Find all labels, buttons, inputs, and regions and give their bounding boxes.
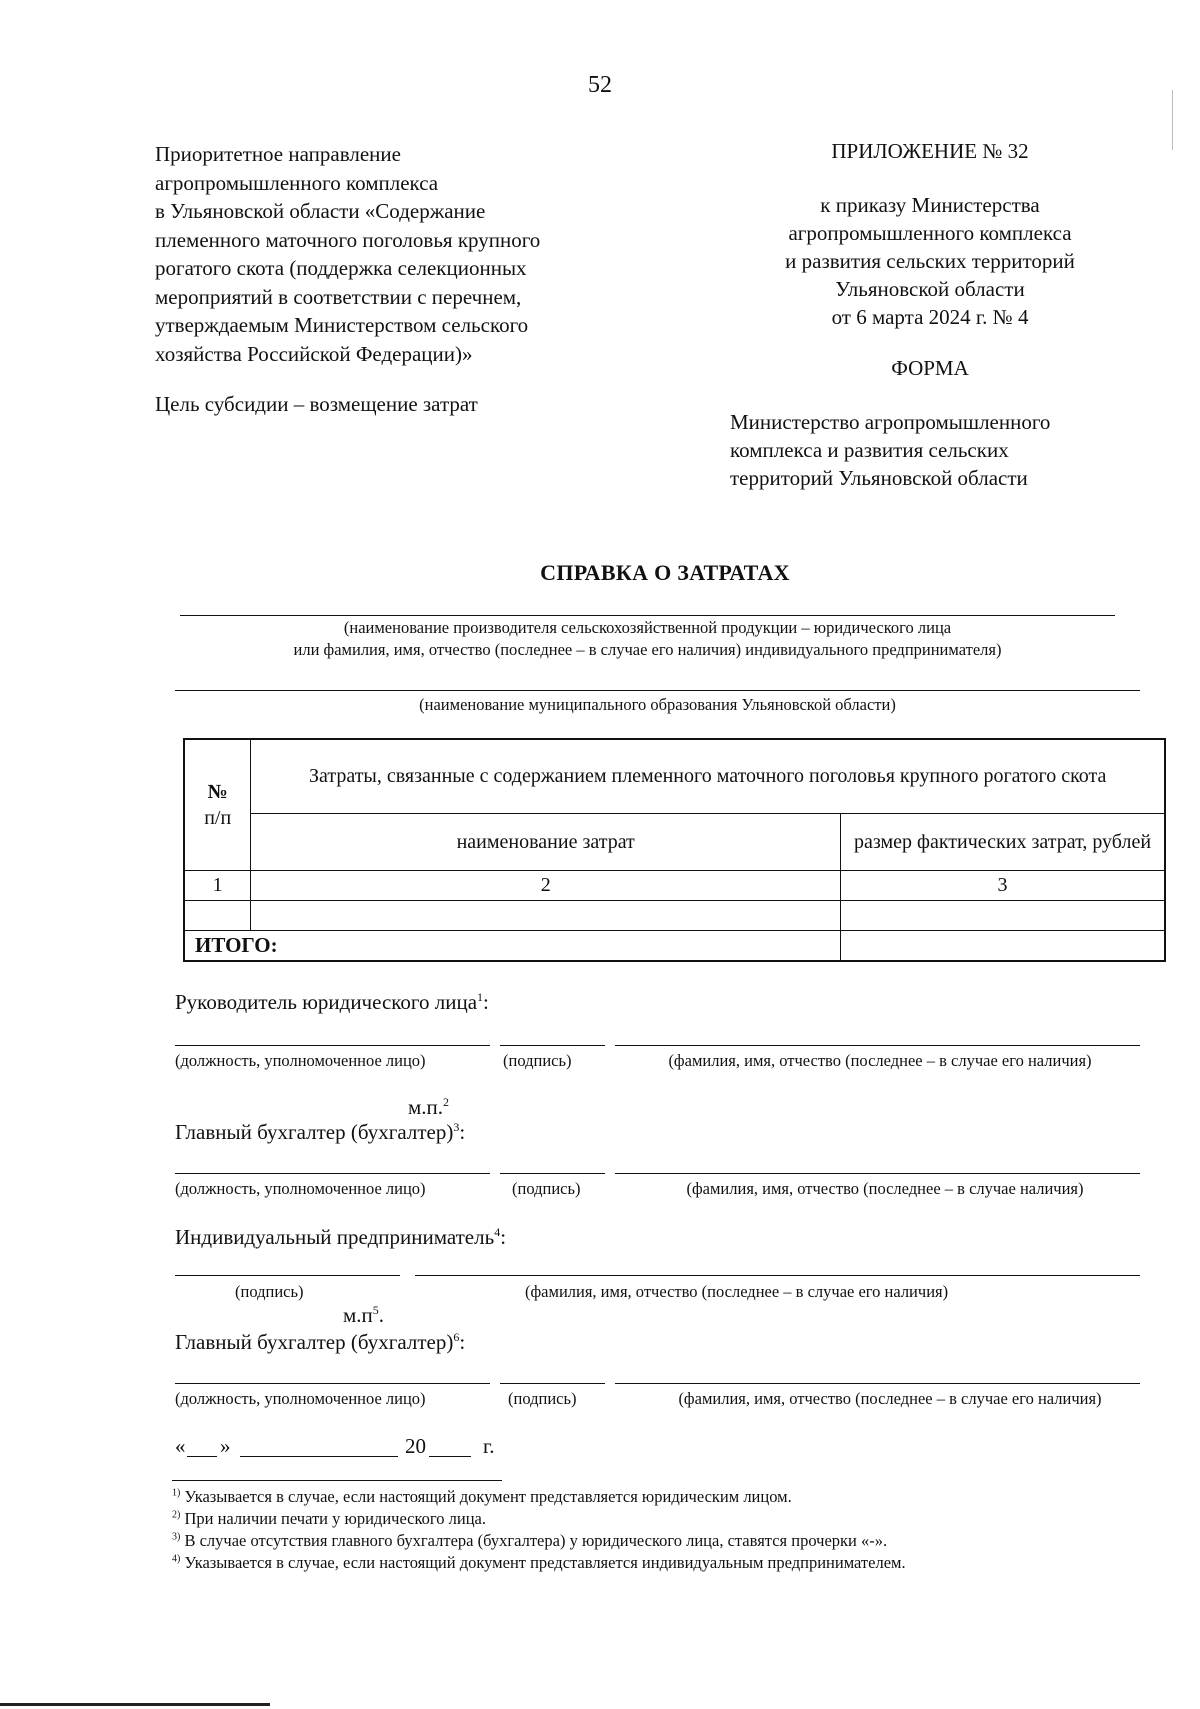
empty-cell <box>841 900 1165 930</box>
page-number: 52 <box>588 72 612 98</box>
signature-line <box>500 1045 605 1046</box>
order-line: Ульяновской области <box>835 277 1025 301</box>
fullname-caption: (фамилия, имя, отчество (последнее – в случае его наличия) <box>525 1282 949 1301</box>
program-line: Приоритетное направление <box>155 142 401 166</box>
footnote: $^{4)}$ Указывается в случае, если настоящий документ представляется индивидуальным предпринимателем. <box>172 1553 906 1572</box>
order-reference <box>740 191 1120 331</box>
recipient <box>730 408 1130 492</box>
program-direction <box>155 140 675 368</box>
program-line: хозяйства Российской Федерации)» <box>155 341 473 366</box>
signature-line <box>500 1383 605 1384</box>
appendix-number: ПРИЛОЖЕНИЕ № 32 <box>831 139 1029 163</box>
empty-cell <box>184 900 251 930</box>
footnote-separator <box>172 1480 502 1481</box>
program-line: агропромышленного комплекса <box>155 170 439 195</box>
signature-caption: (подпись) <box>503 1051 572 1070</box>
producer-caption-line: (наименование производителя сельскохозяйственной продукции – юридического лица <box>343 618 952 637</box>
position-line <box>175 1173 490 1174</box>
position-caption: (должность, уполномоченное лицо) <box>175 1051 426 1070</box>
costs-table <box>183 738 1166 962</box>
footnote-ref: 6 <box>453 1330 460 1344</box>
footnote-ref: 1 <box>477 990 484 1004</box>
subsidy-goal: Цель субсидии – возмещение затрат <box>155 392 478 416</box>
legal-head-label: Руководитель юридического лица$^1$: <box>175 990 489 1014</box>
producer-caption <box>180 617 1115 661</box>
order-line: и развития сельских территорий <box>785 249 1075 273</box>
program-line: утверждаемым Министерством сельского <box>155 313 529 337</box>
order-line: к приказу Министерства <box>820 193 1040 217</box>
footnote-mark: 1) <box>172 1487 181 1499</box>
costs-group-header: Затраты, связанные с содержанием племенного маточного поголовья крупного рогатого скота <box>251 739 1165 813</box>
position-caption: (должность, уполномоченное лицо) <box>175 1389 426 1408</box>
footnote-mark: 4) <box>172 1553 181 1565</box>
signature-line <box>500 1173 605 1174</box>
total-label: ИТОГО: <box>184 930 841 961</box>
program-line: мероприятий в соответствии с перечнем, <box>155 284 522 309</box>
col-number-header <box>184 739 251 870</box>
chief-accountant-label: Главный бухгалтер (бухгалтер)$^6$: <box>175 1330 466 1354</box>
fullname-line <box>615 1383 1140 1384</box>
signature-caption: (подпись) <box>235 1282 304 1301</box>
recipient-line: территорий Ульяновской области <box>730 466 1028 490</box>
fullname-caption: (фамилия, имя, отчество (последнее – в случае его наличия) <box>668 1051 1092 1070</box>
signature-line <box>175 1275 400 1276</box>
order-line: агропромышленного комплекса <box>788 221 1072 245</box>
date-day-line <box>187 1456 217 1457</box>
col-number-symbol: № <box>207 780 228 803</box>
date-year-prefix: 20 <box>405 1434 426 1458</box>
fullname-line <box>615 1173 1140 1174</box>
scan-edge-mark <box>1172 90 1173 150</box>
order-line: от 6 марта 2024 г. № 4 <box>831 305 1029 329</box>
empty-cell <box>251 900 841 930</box>
entrepreneur-label: Индивидуальный предприниматель$^4$: <box>175 1225 507 1249</box>
municipality-caption: (наименование муниципального образования Ульяновской области) <box>419 695 896 714</box>
date-quote-open: « <box>175 1434 186 1458</box>
signature-caption: (подпись) <box>512 1179 581 1198</box>
producer-caption-line: или фамилия, имя, отчество (последнее – в случае его наличия) индивидуального предпринимателя) <box>293 640 1002 659</box>
footnote-mark: 3) <box>172 1531 181 1543</box>
footnote-ref: 5 <box>372 1303 379 1317</box>
scan-edge-mark <box>0 1703 270 1706</box>
footnote: $^{1)}$ Указывается в случае, если настоящий документ представляется юридическим лицом. <box>172 1487 792 1506</box>
footnote: $^{3)}$ В случае отсутствия главного бухгалтера (бухгалтера) у юридического лица, ставятся прочерки «-». <box>172 1531 888 1550</box>
col-index: 1 <box>184 870 251 900</box>
date-year-line <box>429 1456 471 1457</box>
col-number-sub: п/п <box>204 806 232 829</box>
producer-name-line <box>180 615 1115 616</box>
position-line <box>175 1045 490 1046</box>
form-label: ФОРМА <box>891 356 969 380</box>
col-cost-name-header: наименование затрат <box>251 813 841 870</box>
col-index: 2 <box>251 870 841 900</box>
recipient-line: Министерство агропромышленного <box>730 410 1051 434</box>
date-month-line <box>240 1456 398 1457</box>
total-value <box>841 930 1165 961</box>
fullname-caption: (фамилия, имя, отчество (последнее – в случае наличия) <box>686 1179 1084 1198</box>
program-line: рогатого скота (поддержка селекционных <box>155 256 527 280</box>
position-caption: (должность, уполномоченное лицо) <box>175 1179 426 1198</box>
fullname-line <box>615 1045 1140 1046</box>
col-cost-amount-header: размер фактических затрат, рублей <box>841 813 1165 870</box>
document-title: СПРАВКА О ЗАТРАТАХ <box>540 560 790 585</box>
program-line: в Ульяновской области «Содержание <box>155 199 486 223</box>
chief-accountant-label: Главный бухгалтер (бухгалтер)$^3$: <box>175 1120 466 1144</box>
signature-caption: (подпись) <box>508 1389 577 1408</box>
col-index: 3 <box>841 870 1165 900</box>
date-quote-close: » <box>220 1434 231 1458</box>
footnote: $^{2)}$ При наличии печати у юридического лица. <box>172 1509 487 1528</box>
footnote-ref: 3 <box>453 1120 460 1134</box>
date-field <box>175 1434 515 1464</box>
footnote-ref: 2 <box>443 1095 450 1109</box>
program-line: племенного маточного поголовья крупного <box>155 227 541 252</box>
fullname-caption: (фамилия, имя, отчество (последнее – в случае его наличия) <box>678 1389 1102 1408</box>
footnote-mark: 2) <box>172 1509 181 1521</box>
recipient-line: комплекса и развития сельских <box>730 438 1009 462</box>
fullname-line <box>415 1275 1140 1276</box>
stamp-place: м.п.$^2$ <box>408 1095 450 1119</box>
position-line <box>175 1383 490 1384</box>
municipality-line <box>175 690 1140 691</box>
footnote-ref: 4 <box>494 1225 501 1239</box>
stamp-place: $м.п^5$. <box>343 1303 385 1327</box>
date-year-suffix: г. <box>483 1434 495 1458</box>
